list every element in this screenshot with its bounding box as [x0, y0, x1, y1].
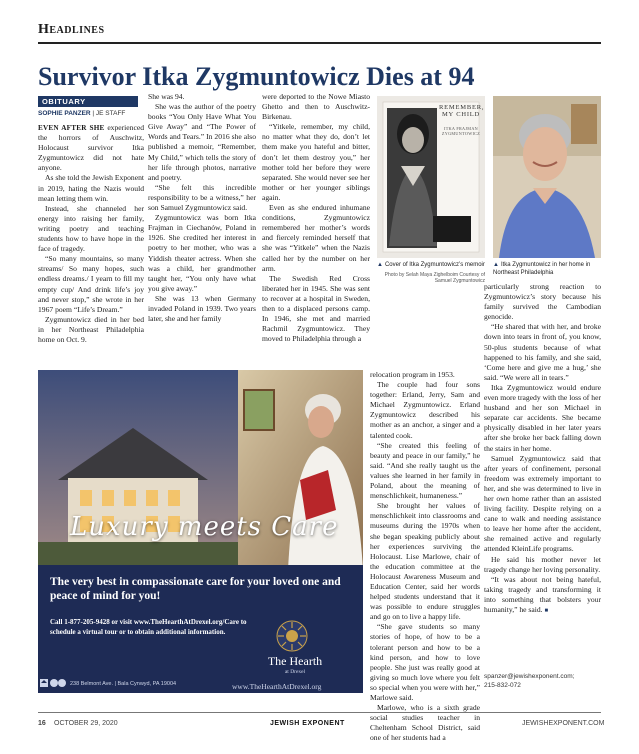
paragraph: Samuel Zygmuntowicz said that after years of confinement, personal freedom was extremely important to her, and she was determined to live in her own home rather than an assisted living facility. Despite relying on a cane to walk and needing assistance to leave her home after the accident, she remained active and regularly attended KleinLife programs. [484, 453, 601, 554]
paragraph: She brought her values of menschlichkeit into classrooms and museums during the 1970s when she began speaking publicly about her experiences surviving the Holocaust. Lise Marlowe, chair of the education committee at the Holocaust Awareness Museum and Education Center, said her words helped students understand that it was possible to endure struggles and go on to live a happy life. [370, 501, 480, 622]
footer-date: OCTOBER 29, 2020 [54, 720, 118, 727]
paragraph: She was 13 when Germany invaded Poland in 1939. Two years later, she and her family [148, 293, 256, 324]
ad-website-link[interactable]: www.TheHearthAtDrexel.org [232, 682, 322, 691]
paragraph: Even as she endured inhumane conditions, Zygmuntowicz remembered her mother’s words and fiercely reminded herself that she was “Yitkele” when the Nazis called her by the number on her arm. [262, 203, 370, 273]
paragraph: She was 94. [148, 92, 185, 101]
article-headline: Survivor Itka Zygmuntowicz Dies at 94 [38, 62, 475, 91]
caption-text: Itka Zygmuntowicz in her home in Northeast Philadelphia [493, 262, 591, 276]
footer-rule [38, 712, 601, 713]
equal-housing-accessibility-icons [40, 678, 66, 688]
memoir-cover-photo [377, 96, 485, 258]
book-title-line-1: REMEMBER, [439, 104, 485, 111]
memoir-cover-image [377, 96, 485, 258]
article-column-3 [262, 92, 370, 364]
paragraph: Itka Zygmuntowicz would endure even more tragedy with the loss of her husband and her son Michael in separate car accidents. She became physically disabled in her later years after she broke her back falling down the stairs in her home. [484, 382, 601, 453]
paragraph: “He shared that with her, and broke down into tears in front of, you know, 50-plus students because of what happened to his family, and she said, ‘Come here and give me a hug,’ she said. “We were all in tears.” [484, 322, 601, 382]
photo-credit: Photo by Selah Maya Zighelboim Courtesy of Samuel Zygmuntowicz [384, 271, 485, 284]
hearth-logo-icon [276, 620, 308, 652]
paragraph: relocation program in 1953. [370, 370, 455, 379]
paragraph: “She felt this incredible responsibility to be a witness,” her son Samuel Zygmuntowicz said. [148, 182, 256, 213]
book-title-line-2: MY CHILD [441, 111, 481, 118]
author-contact [484, 672, 601, 690]
article-column-1 [38, 123, 144, 363]
footer-site[interactable]: JEWISHEXPONENT.COM [522, 720, 605, 727]
portrait-image [493, 96, 601, 258]
paragraph: She was the author of the poetry books “You Only Have What You Give Away” and “The Power of Words and Tears.” In 2016 she also published a memoir, “Remember, My Child,” which tells the story of her life through photos, narrative and poetry. [148, 102, 256, 182]
ad-tagline: The very best in compassionate care for your loved one and peace of mind for you! [50, 576, 341, 602]
author-email[interactable]: spanzer@jewishexponent.com; [484, 673, 575, 680]
paragraph: “So many mountains, so many streams/ So many hopes, such endless dreams./ I yearn to fill my empty cup/ And drink life’s joy and never stop,” she wrote in her 1967 poem “Life’s Dream.” [38, 254, 144, 314]
book-author-line-1: ITKA FRAJMAN [444, 126, 478, 131]
paragraph [484, 575, 601, 616]
byline [38, 110, 125, 117]
byline-role: | JE STAFF [90, 110, 126, 117]
caption-marker-icon: ▲ [493, 262, 499, 268]
paragraph: The Swedish Red Cross liberated her in 1945. She was sent to recover at a hospital in Sweden, then to a displaced persons camp. In 1946, she met and married Rachmil Zygmuntowicz. They moved to Philadelphia through a [262, 273, 370, 344]
paragraph: Zygmuntowicz was born Itka Frajman in Ciechanów, Poland in 1926. She credited her interest in poetry to her mother, who was a Yiddish theater actress. When she was a child, her grandmother taught her, “You only have what you give away.” [148, 213, 256, 293]
ad-brand-name: The Hearth [267, 654, 323, 668]
article-column-2 [148, 92, 256, 364]
book-author-line-2: ZYGMUNTOWICZ [441, 131, 481, 136]
ad-address: 238 Belmont Ave. | Bala Cynwyd, PA 19004 [70, 681, 177, 687]
footer-publication: JEWISH EXPONENT [270, 720, 345, 727]
obituary-kicker: OBITUARY [38, 96, 138, 107]
page-number: 16 [38, 720, 46, 727]
author-phone: 215-832-072 [484, 682, 521, 689]
paragraph: “She created this feeling of beauty and peace in our family,” he said. “And she really taught us the values she learned in her family in Poland, about the meaning of menschlichkeit, humaneness.” [370, 440, 480, 501]
end-mark-icon: ■ [544, 608, 549, 614]
photo-caption-1 [377, 262, 485, 285]
ad-call-to-action[interactable]: Call 1-877-205-9428 or visit www.TheHearthAtDrexel.org/Care to schedule a virtual tour or to obtain additional information. [50, 618, 247, 636]
section-header: Headlines [38, 22, 105, 37]
article-column-4 [370, 370, 480, 743]
caption-text: Cover of Itka Zygmuntowicz’s memoir [384, 262, 485, 268]
lead-text: experienced the horrors of Auschwitz, Holocaust survivor Itka Zygmuntowicz did not hate anyone. [38, 123, 144, 173]
paragraph: “Yitkele, remember, my child, no matter what they do, don’t let them make you hateful and bitter, don’t let them destroy you,” her mother told her before they were separated. She would never see her mother or her younger siblings again. [262, 122, 370, 202]
paragraph: were deported to the Nowe Miasto Ghetto and then to Auschwitz-Birkenau. [262, 92, 370, 122]
paragraph: Marlowe, who is a sixth grade social studies teacher in Cheltenham School District, said one of her students had a [370, 703, 480, 743]
paragraph: The couple had four sons together: Erland, Jerry, Sam and Michael Zygmuntowicz. Erland Zygmuntowicz described his mother as an anchor, a singer and a talented cook. [370, 380, 480, 440]
photo-caption-2 [493, 262, 601, 277]
article-column-5 [484, 282, 601, 642]
paragraph: Zygmuntowicz died in her bed in her Northeast Philadelphia home on Oct. 9. [38, 314, 144, 344]
paragraph: As she told the Jewish Exponent in 2019, hating the Nazis would mean letting them win. [38, 173, 144, 203]
paragraph: He said his mother never let tragedy change her loving personality. [484, 554, 601, 574]
book-author [439, 126, 483, 136]
paragraph: “She gave students so many stories of hope, of how to be a tolerant person and how to be a kind person, and how to love people. She just was really good at giving so much love where you felt so special when you were with her,” Marlowe said. [370, 622, 480, 702]
book-title [439, 104, 483, 118]
lead-in: EVEN AFTER SHE [38, 124, 105, 132]
paragraph: Instead, she channeled her energy into raising her family, writing poetry and teaching students how to have hope in the face of tragedy. [38, 203, 144, 254]
header-rule [38, 42, 601, 44]
ad-script-headline: Luxury meets Care [70, 512, 339, 542]
lead-paragraph [38, 123, 144, 173]
caption-marker-icon: ▲ [377, 262, 383, 268]
closing-quote: “It was about not being hateful, taking tragedy and transforming it into something that bolsters your humanity,” he said. [484, 574, 601, 614]
footer-page-number [38, 720, 46, 727]
portrait-photo [493, 96, 601, 258]
ad-brand-sub: at Drexel [284, 669, 306, 675]
paragraph: particularly strong reaction to Zygmuntowicz’s story because his family survived the Cambodian genocide. [484, 282, 601, 322]
byline-name: SOPHIE PANZER [38, 110, 91, 117]
